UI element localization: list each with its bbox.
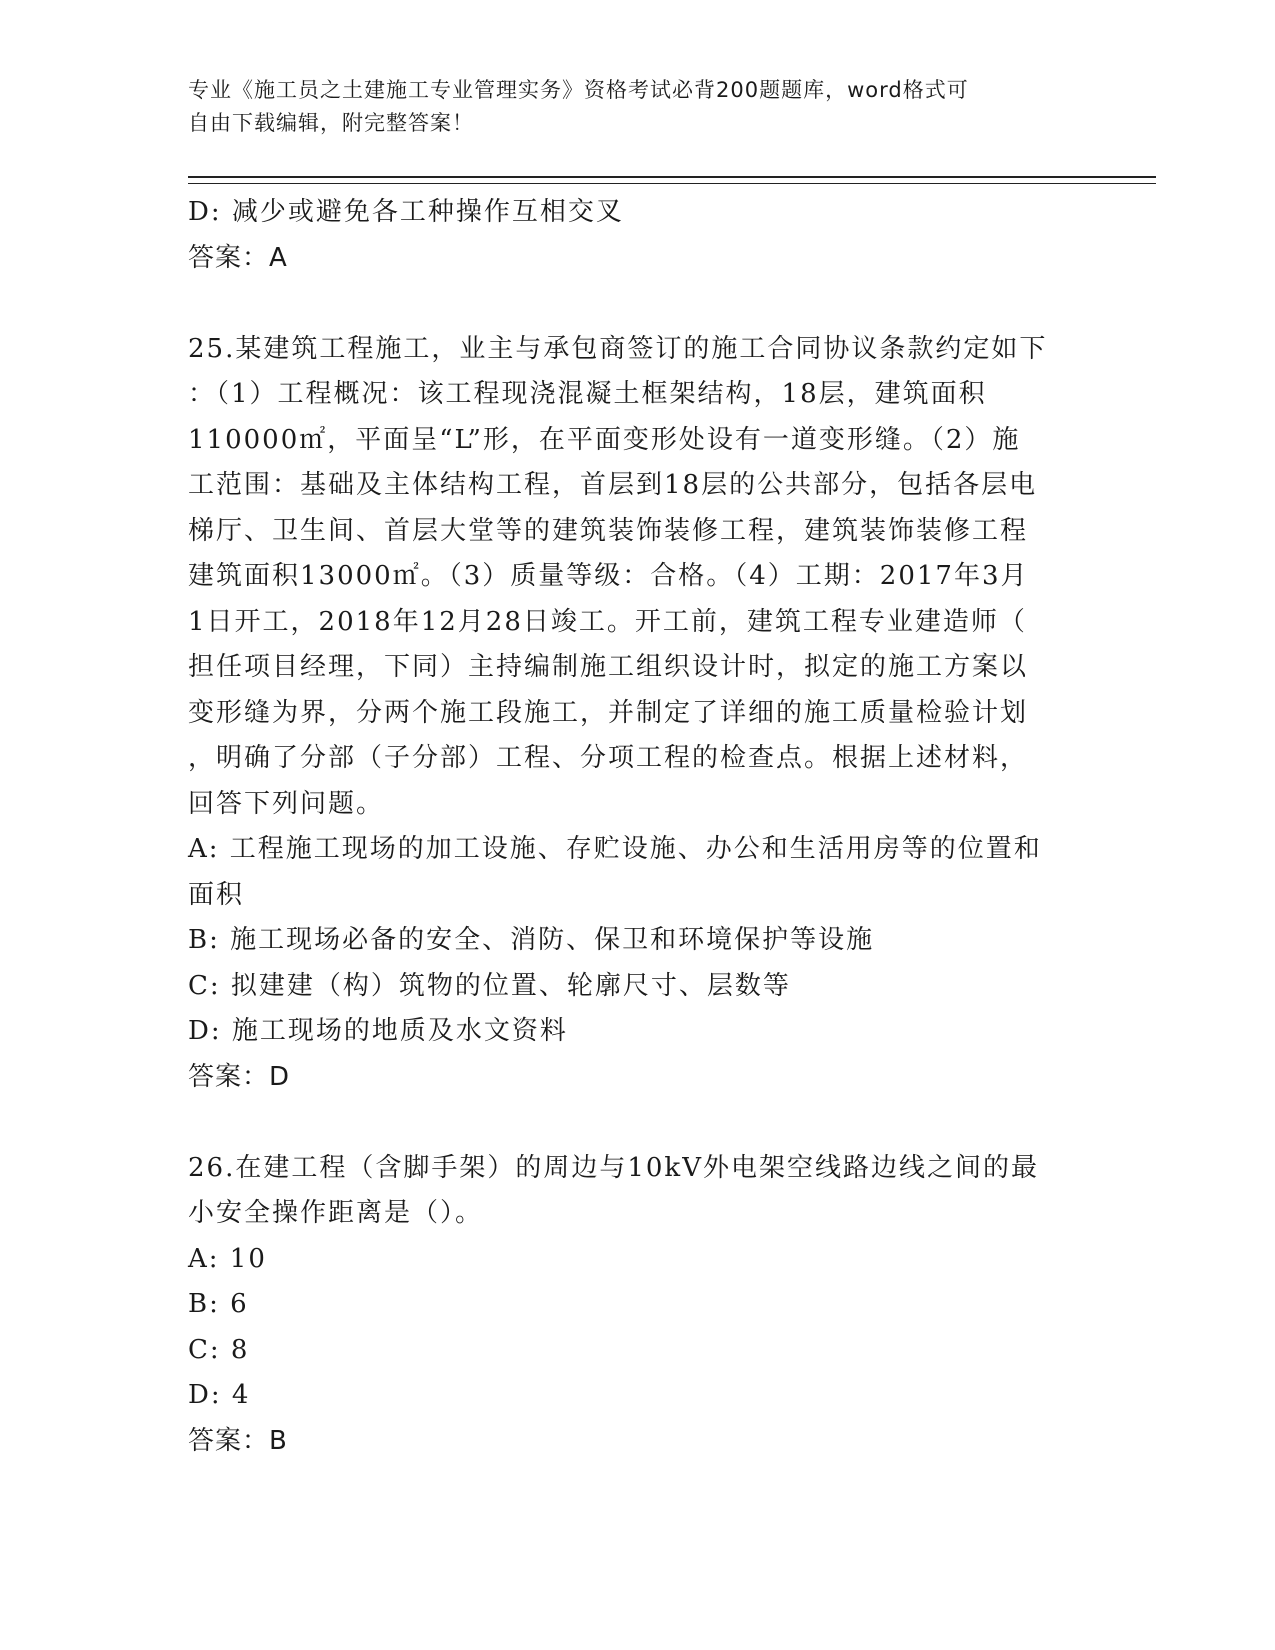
spacer [188, 281, 1078, 327]
header-rule-thick [188, 176, 1156, 178]
option-a: A: 10 [188, 1243, 267, 1274]
option-b: B: 施工现场必备的安全、消防、保卫和环境保护等设施 [188, 925, 875, 955]
option-d: D: 施工现场的地质及水文资料 [188, 1016, 568, 1046]
question-26 [188, 1146, 1078, 1465]
question-stem-line: 担任项目经理，下同）主持编制施工组织设计时，拟定的施工方案以 [188, 652, 1029, 682]
option-d: D: 4 [188, 1380, 251, 1410]
question-24-tail [188, 190, 1078, 281]
option-d: D: 减少或避免各工种操作互相交叉 [188, 197, 624, 227]
question-stem-line: 25.某建筑工程施工，业主与承包商签订的施工合同协议条款约定如下 [188, 333, 1048, 364]
answer: 答案：A [188, 242, 288, 273]
question-25 [188, 327, 1078, 1101]
question-stem-line: 26.在建工程（含脚手架）的周边与10kV外电架空线路边线之间的最 [188, 1152, 1039, 1183]
spacer [188, 1100, 1078, 1146]
question-stem-line: ：（1）工程概况：该工程现浇混凝土框架结构，18层，建筑面积 [188, 379, 987, 409]
question-stem-line: 建筑面积13000㎡。（3）质量等级：合格。（4）工期：2017年3月 [188, 561, 1029, 591]
question-stem-line: 回答下列问题。 [188, 788, 385, 819]
question-stem-line: 110000㎡，平面呈“L”形，在平面变形处设有一道变形缝。（2）施 [188, 424, 1021, 455]
question-stem-line: 梯厅、卫生间、首层大堂等的建筑装饰装修工程，建筑装饰装修工程 [188, 515, 1029, 546]
header-rule-thin [188, 183, 1156, 184]
question-stem-line: ，明确了分部（子分部）工程、分项工程的检查点。根据上述材料， [188, 743, 1029, 773]
answer: 答案：B [188, 1425, 288, 1456]
document-header [188, 74, 1068, 140]
question-stem-line: 变形缝为界，分两个施工段施工，并制定了详细的施工质量检验计划 [188, 697, 1029, 728]
option-c: C: 8 [188, 1334, 250, 1365]
option-b: B: 6 [188, 1289, 249, 1319]
question-stem-line: 小安全操作距离是（）。 [188, 1198, 484, 1228]
document-body [188, 190, 1078, 1464]
question-stem-line: 1日开工，2018年12月28日竣工。开工前，建筑工程专业建造师（ [188, 606, 1027, 637]
option-a: A: 工程施工现场的加工设施、存贮设施、办公和生活用房等的位置和 [188, 834, 1042, 864]
question-stem-line: 工范围：基础及主体结构工程，首层到18层的公共部分，包括各层电 [188, 470, 1038, 500]
header-line-1: 专业《施工员之土建施工专业管理实务》资格考试必背200题题库，word格式可 [188, 78, 969, 102]
option-c: C: 拟建建（构）筑物的位置、轮廓尺寸、层数等 [188, 970, 791, 1001]
header-line-2: 自由下载编辑，附完整答案！ [188, 111, 474, 135]
answer: 答案：D [188, 1061, 291, 1092]
option-a-continued: 面积 [188, 879, 245, 910]
